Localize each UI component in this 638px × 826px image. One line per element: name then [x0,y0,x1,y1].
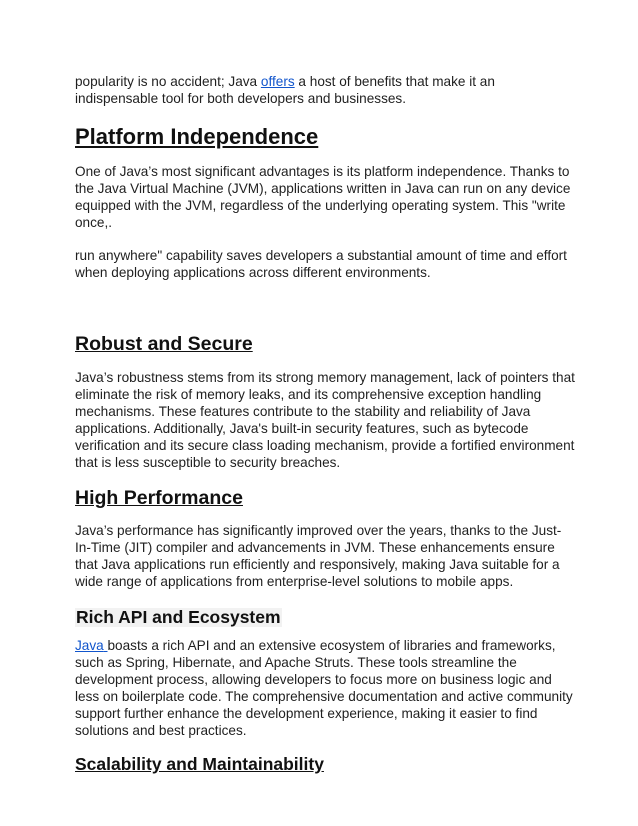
intro-text-after: a host of benefits that make it an indispensable tool for both developers and businesses. [75,74,495,106]
intro-text-before: popularity is no accident; Java [75,74,261,89]
heading-high-performance: High Performance [75,486,243,509]
offers-link[interactable]: offers [260,74,295,89]
heading-scalability: Scalability and Maintainability [75,754,324,775]
heading-rich-api-text: Rich API and Ecosystem [76,607,281,628]
heading-robust-secure: Robust and Secure [75,333,253,356]
performance-paragraph: Java’s performance has significantly improved over the years, thanks to the Just-In-Time (JIT) compiler and advancements in JVM. These enhancements ensure that Java applications run efficiently and responsively, making Java suitable for a wide range of applications from enterprise-level solutions to mobile apps. [75,523,562,590]
heading-platform-independence: Platform Independence [75,124,319,149]
platform-paragraph-2: run anywhere" capability saves developers a substantial amount of time and effort when deploying applications across different environments. [75,248,567,281]
java-link[interactable]: Java [75,638,104,654]
robust-paragraph: Java’s robustness stems from its strong memory management, lack of pointers that eliminate the risk of memory leaks, and its comprehensive exception handling mechanisms. These features contribute to the stability and reliability of Java applications. Additionally, Java's built-in security features, such as bytecode verification and its secure class loading mechanism, provide a fortified environment that is less susceptible to security breaches. [75,369,575,470]
platform-paragraph-1: One of Java’s most significant advantages is its platform independence. Thanks to the Java Virtual Machine (JVM), applications written in Java can run on any device equipped with the JVM, regardless of the underlying operating system. This "write once,. [75,164,571,231]
api-paragraph [75,637,575,739]
api-text: boasts a rich API and an extensive ecosystem of libraries and frameworks, such as Spring, Hibernate, and Apache Struts. These tools streamline the development process, allowing developers to focus more on business logic and less on boilerplate code. The comprehensive documentation and active community support further enhance the development experience, making it easier to find solutions and best practices. [75,638,573,739]
document-content [75,73,575,775]
intro-paragraph [75,73,575,107]
heading-rich-api [75,608,575,627]
